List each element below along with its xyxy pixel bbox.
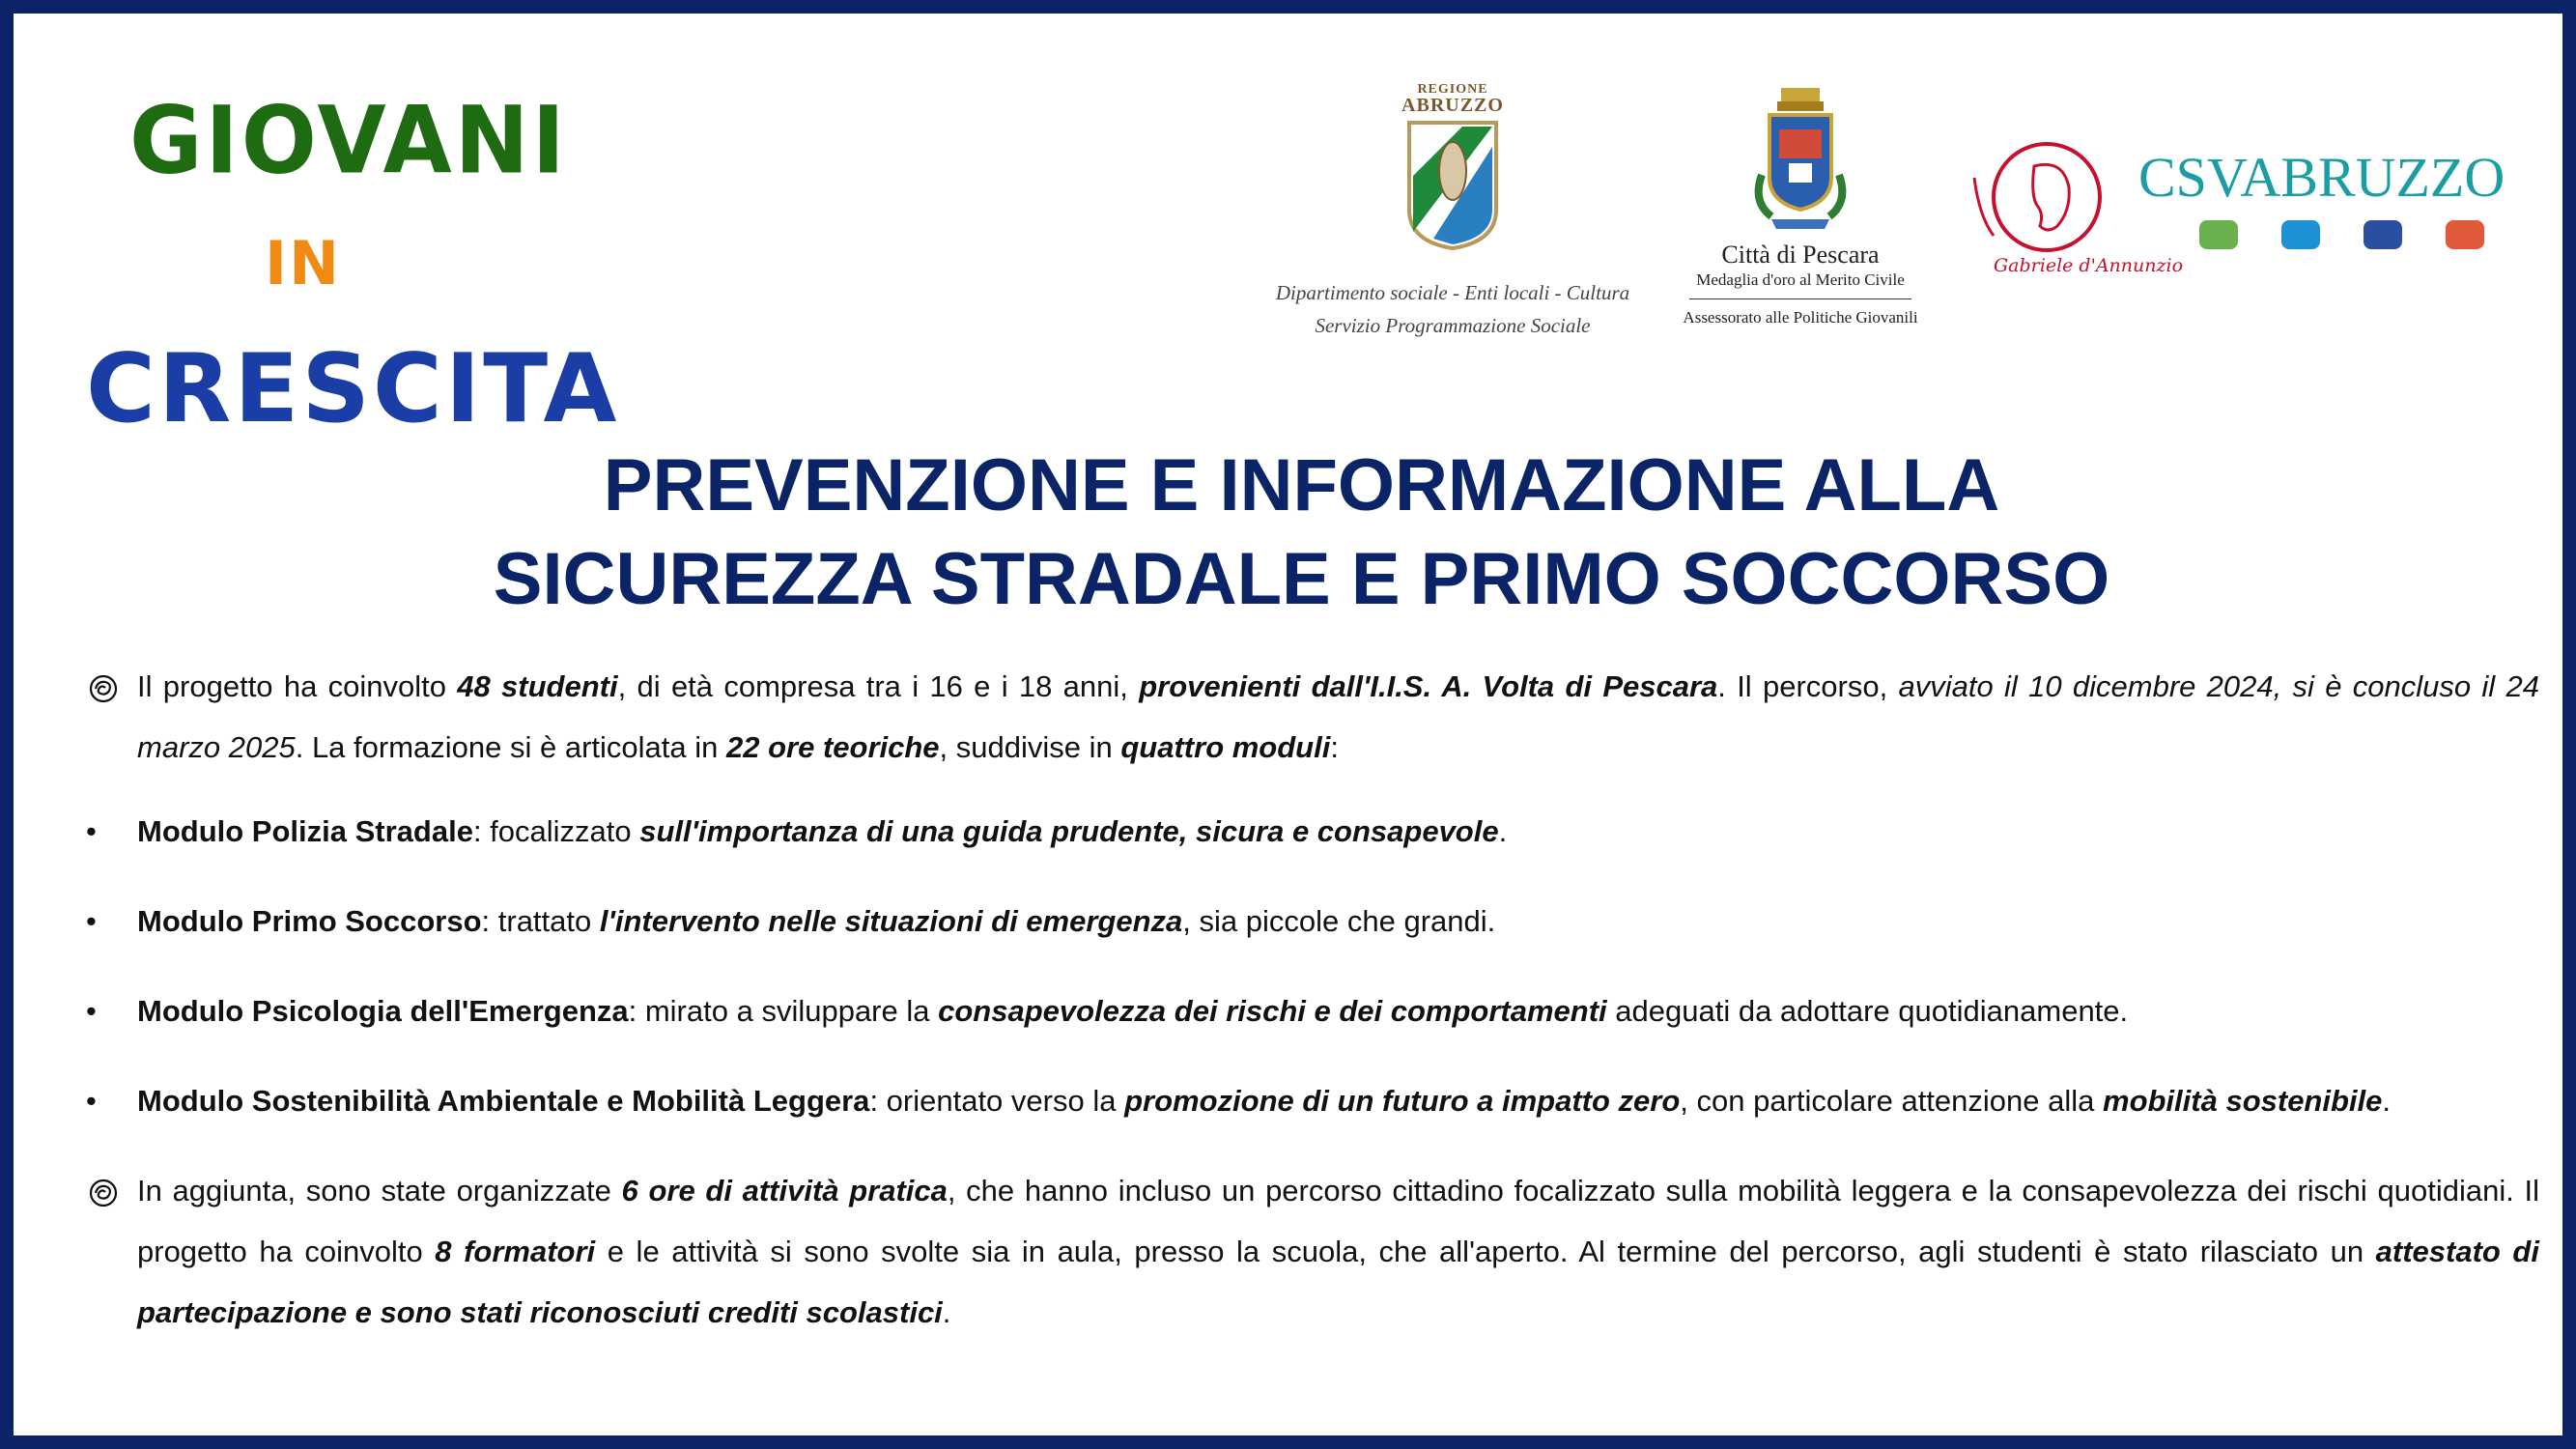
page-title — [14, 439, 2576, 626]
intro-highlight: quattro moduli — [1120, 730, 1331, 764]
title-line-1: PREVENZIONE E INFORMAZIONE ALLA — [603, 444, 2000, 526]
pescara-crest-icon — [1733, 86, 1868, 231]
modules-list — [86, 801, 2539, 1131]
intro-highlight: provenienti dall'I.I.S. A. Volta di Pescara — [1139, 669, 1718, 703]
partner-mark-3 — [2364, 220, 2402, 249]
swirl-bullet-icon — [88, 1178, 119, 1208]
module-text: . — [1498, 814, 1508, 848]
outro-text: In aggiunta, sono state organizzate — [137, 1174, 622, 1208]
citta-di-pescara-logo — [1656, 86, 1945, 347]
module-text: : trattato — [481, 904, 600, 938]
module-highlight: consapevolezza dei rischi e dei comportamenti — [938, 994, 1607, 1028]
outro-highlight: 8 formatori — [435, 1235, 596, 1268]
pescara-medal: Medaglia d'oro al Merito Civile — [1696, 270, 1905, 289]
intro-text: . Il percorso, — [1717, 669, 1899, 703]
regione-caption-2: Servizio Programmazione Sociale — [1315, 314, 1591, 337]
title-line-2: SICUREZZA STRADALE E PRIMO SOCCORSO — [493, 538, 2110, 620]
intro-text: , suddivise in — [939, 730, 1121, 764]
intro-text: , di età compresa tra i 16 e i 18 anni, — [617, 669, 1140, 703]
module-name: Modulo Psicologia dell'Emergenza — [137, 994, 629, 1028]
module-highlight: mobilità sostenibile — [2103, 1084, 2383, 1118]
csv-partner-marks — [2138, 220, 2544, 249]
intro-paragraph — [86, 656, 2539, 778]
module-text: adeguati da adottare quotidianamente. — [1606, 994, 2129, 1028]
outro-highlight: 6 ore di attività pratica — [621, 1174, 948, 1208]
list-item — [86, 891, 2539, 952]
citta-dannunzio-logo — [1955, 139, 2184, 294]
csvabruzzo-name: CSVABRUZZO — [2138, 146, 2505, 209]
outro-paragraph — [86, 1160, 2539, 1343]
partner-mark-2 — [2281, 220, 2320, 249]
csvabruzzo-logo — [2138, 146, 2544, 274]
bullet: • — [86, 904, 97, 938]
outro-text: , che hanno incluso un percorso cittadino focalizzato sulla mobilità leggera e la consapevolezza dei rischi quotidiani. Il progetto ha coinvolto — [137, 1174, 2539, 1268]
module-text: : focalizzato — [472, 814, 640, 848]
module-text: , con particolare attenzione alla — [1680, 1084, 2103, 1118]
outro-text: e le attività si sono svolte sia in aula, presso la scuola, che all'aperto. Al termine del percorso, agli studenti è stato rilasciato un — [595, 1235, 2376, 1268]
module-highlight: sull'importanza di una guida prudente, sicura e consapevole — [639, 814, 1499, 848]
dannunzio-signature: Gabriele d'Annunzio — [1994, 255, 2184, 276]
regione-abruzzo-logo — [1240, 81, 1665, 371]
brand-word-in: IN — [265, 228, 341, 298]
partner-mark-4 — [2446, 220, 2484, 249]
module-highlight: l'intervento nelle situazioni di emergenza — [599, 904, 1183, 938]
module-highlight: promozione di un futuro a impatto zero — [1124, 1084, 1681, 1118]
outro-text: . — [942, 1295, 951, 1329]
regione-label: REGIONE — [1417, 82, 1488, 97]
partner-mark-1 — [2199, 220, 2238, 249]
giovani-in-crescita-logo — [81, 81, 620, 444]
regione-abruzzo-crest-icon — [1404, 118, 1501, 253]
bullet: • — [86, 994, 97, 1028]
abruzzo-label: ABRUZZO — [1401, 95, 1504, 116]
intro-text: : — [1330, 730, 1339, 764]
module-name: Modulo Primo Soccorso — [137, 904, 482, 938]
pescara-divider — [1689, 298, 1911, 299]
module-text: , sia piccole che grandi. — [1182, 904, 1496, 938]
intro-text: Il progetto ha coinvolto — [137, 669, 458, 703]
brand-word-crescita: CRESCITA — [86, 334, 620, 444]
module-name: Modulo Sostenibilità Ambientale e Mobilità Leggera — [137, 1084, 870, 1118]
intro-highlight: 22 ore teoriche — [726, 730, 940, 764]
intro-dates: avviato il 10 dicembre 2024, si è concluso il 24 marzo 2025 — [137, 669, 2539, 764]
module-text: . — [2382, 1084, 2392, 1118]
regione-caption-1: Dipartimento sociale - Enti locali - Cultura — [1275, 281, 1630, 304]
pescara-office: Assessorato alle Politiche Giovanili — [1683, 308, 1918, 327]
list-item — [86, 980, 2539, 1041]
list-item — [86, 1070, 2539, 1131]
outro-highlight: attestato di partecipazione e sono stati riconosciuti crediti scolastici — [137, 1235, 2539, 1329]
swirl-bullet-icon — [88, 673, 119, 704]
intro-text: . La formazione si è articolata in — [295, 730, 726, 764]
bullet: • — [86, 1084, 97, 1118]
module-text: : mirato a sviluppare la — [628, 994, 939, 1028]
content-body — [86, 656, 2539, 1343]
dannunzio-portrait-icon — [1955, 139, 2119, 260]
bullet: • — [86, 814, 97, 848]
module-name: Modulo Polizia Stradale — [137, 814, 473, 848]
list-item — [86, 801, 2539, 862]
brand-word-giovani: GIOVANI — [129, 86, 568, 195]
module-text: : orientato verso la — [869, 1084, 1125, 1118]
pescara-name: Città di Pescara — [1721, 241, 1880, 269]
intro-highlight: 48 studenti — [457, 669, 618, 703]
